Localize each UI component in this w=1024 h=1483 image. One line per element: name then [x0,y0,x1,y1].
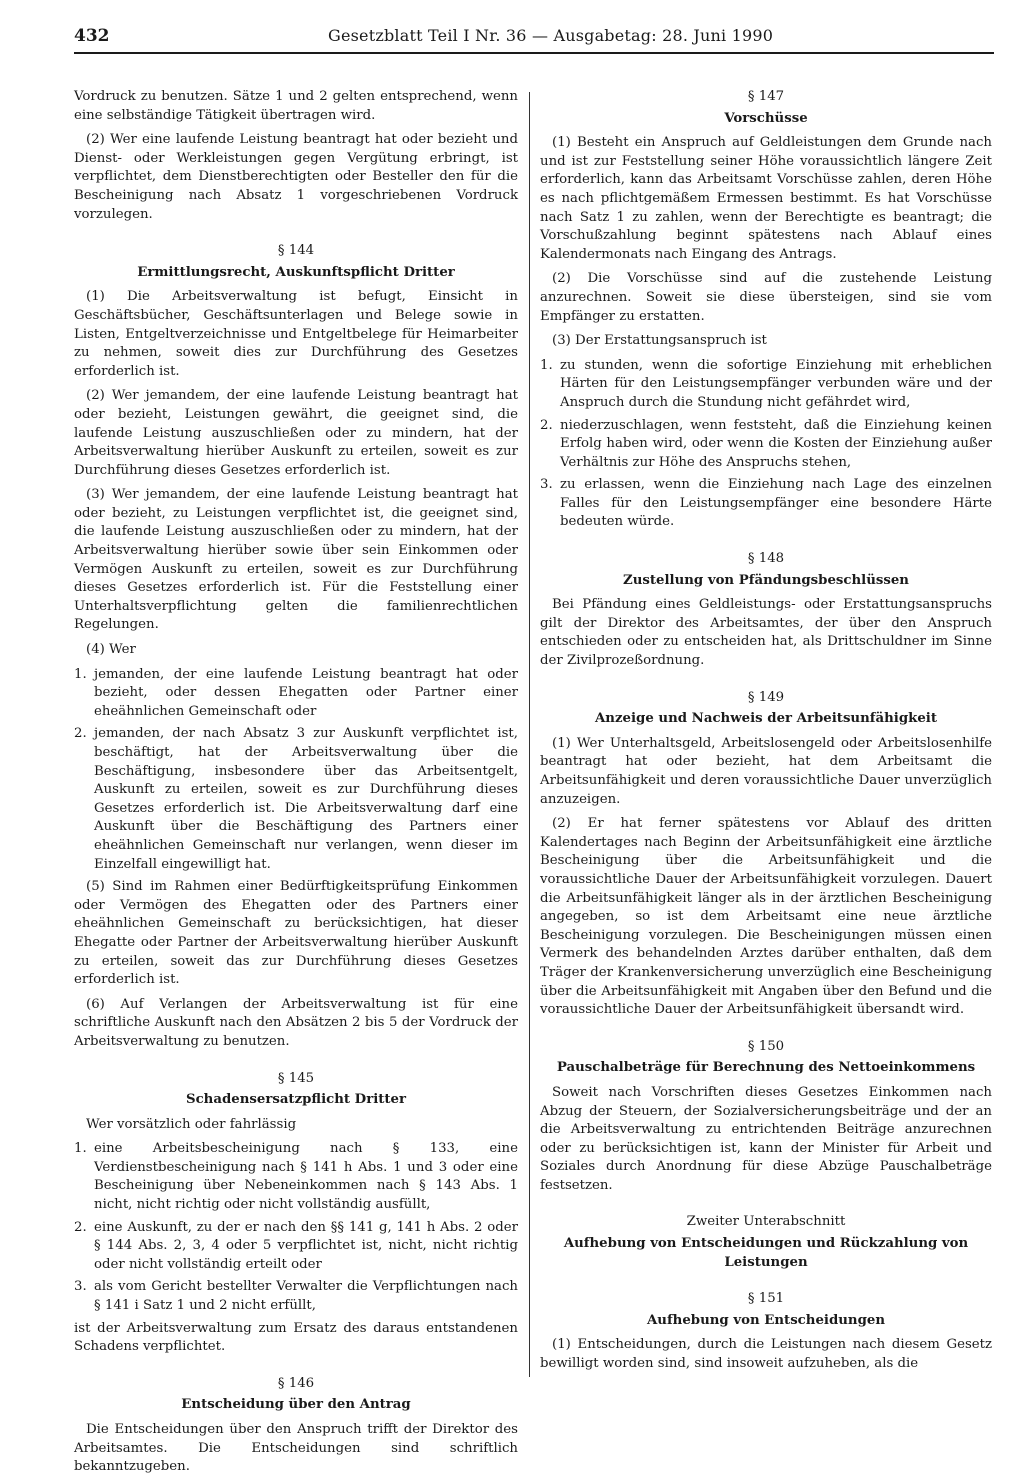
section-title: Schadensersatzpflicht Dritter [185,1092,407,1108]
list-text: zu erlassen, wenn die Einziehung nach Lage des einzelnen Falles für den Leistungsempfänger eine besondere Härte bedeuten würde. [560,477,992,530]
list-text: eine Arbeitsbescheinigung nach § 133, eine Verdienstbescheinigung nach § 141 h Abs. 1 und 3 oder eine Bescheinigung über Nebeneinkommen nach § 143 Abs. 1 nicht, nicht richtig oder nicht vollständig ausfüllt, [94,1141,518,1213]
section-number: § 150 [747,1038,785,1054]
paragraph: (4) Wer [86,642,136,658]
page-header [74,18,994,52]
paragraph: (5) Sind im Rahmen einer Bedürftigkeitsprüfung Einkommen oder Vermögen des Ehegatten oder des Partners einer eheähnlichen Gemeinschaft zu berücksichtigen, hat dieser Ehegatte oder Partner der Arbeitsverwaltung hierüber Auskunft zu erteilen, soweit das zur Durchführung dieses Gesetzes erforderlich ist. [74,879,518,988]
paragraph: (2) Die Vorschüsse sind auf die zustehende Leistung anzurechnen. Soweit sie diese übersteigen, sind sie vom Empfänger zu erstatten. [540,271,992,324]
paragraph: (1) Besteht ein Anspruch auf Geldleistungen dem Grunde nach und ist zur Feststellung seiner Höhe voraussichtlich längere Zeit erforderlich, kann das Arbeitsamt Vorschüsse zahlen, deren Höhe es nach pflichtgemäßem Ermessen bestimmt. Es hat Vorschüsse nach Satz 1 zu zahlen, wenn der Berechtigte es beantragt; die Vorschußzahlung beginnt spätestens nach Ablauf eines Kalendermonats nach Eingang des Antrags. [540,135,992,262]
list-item [540,357,992,413]
subsection-label: Zweiter Unterabschnitt [686,1214,846,1230]
column-divider [529,92,530,1377]
right-column [540,88,992,1380]
section-number: § 148 [747,551,785,567]
left-column [74,88,518,1483]
section-number: § 147 [747,89,785,104]
list-text: jemanden, der nach Absatz 3 zur Auskunft verpflichtet ist, beschäftigt, hat der Arbeitsverwaltung über die Beschäftigung, insbesondere über das Arbeitsentgelt, Auskunft zu erteilen, soweit es zur Durchführung dieses Gesetzes erforderlich ist. Die Arbeitsverwaltung darf eine Auskunft über die Beschäftigung des Partners einer eheähnlichen Gemeinschaft nur verlangen, wenn dieser im Einzelfall eingewilligt hat. [94,726,518,872]
section-number: § 145 [277,1070,315,1086]
list-item [74,666,518,722]
section-title: Vorschüsse [724,110,808,126]
section-title: Anzeige und Nachweis der Arbeitsunfähigkeit [594,711,937,727]
list-item [74,1219,518,1275]
paragraph: (2) Er hat ferner spätestens vor Ablauf des dritten Kalendertages nach Beginn der Arbeitsunfähigkeit eine ärztliche Bescheinigung über die Arbeitsunfähigkeit und die voraussichtliche Dauer der Arbeitsunfähigkeit vorzulegen. Dauert die Arbeitsunfähigkeit länger als in der ärztlichen Bescheinigung angegeben, so ist dem Arbeitsamt eine neue ärztliche Bescheinigung vorzulegen. Die Bescheinigungen müssen einen Vermerk des behandelnden Arztes darüber enthalten, daß dem Träger der Krankenversicherung unverzüglich eine Bescheinigung über die Arbeitsunfähigkeit mit Angaben über den Befund und die voraussichtliche Dauer der Arbeitsunfähigkeit übersandt wird. [540,816,992,1018]
list-number: 2. [540,417,553,433]
section-title: Ermittlungsrecht, Auskunftspflicht Dritter [137,264,455,280]
list-text: jemanden, der eine laufende Leistung beantragt hat oder bezieht, oder dessen Ehegatten oder Partner einer eheähnlichen Gemeinschaft oder [94,666,518,719]
paragraph: ist der Arbeitsverwaltung zum Ersatz des daraus entstandenen Schadens verpflichtet. [74,1320,518,1355]
paragraph: (6) Auf Verlangen der Arbeitsverwaltung ist für eine schriftliche Auskunft nach den Absätzen 2 bis 5 der Vordruck der Arbeitsverwaltung zu benutzen. [74,996,518,1049]
paragraph: Bei Pfändung eines Geldleistungs- oder Erstattungsanspruchs gilt der Direktor des Arbeitsamtes, der über den Anspruch entschieden oder zu entscheiden hat, als Drittschuldner im Sinne der Zivilprozeßordnung. [540,597,992,669]
section-title: Pauschalbeträge für Berechnung des Nettoeinkommens [556,1060,976,1076]
list-item [540,476,992,532]
header-rule [74,52,994,54]
paragraph: (2) Wer jemandem, der eine laufende Leistung beantragt hat oder bezieht, Leistungen gewährt, die geeignet sind, die laufende Leistung auszuschließen oder zu mindern, hat der Arbeitsverwaltung hierüber Auskunft zu erteilen, soweit es zur Durchführung dieses Gesetzes erforderlich ist. [74,388,518,478]
list-number: 1. [540,357,553,373]
list-text: niederzuschlagen, wenn feststeht, daß die Einziehung keinen Erfolg haben wird, oder wenn die Kosten der Einziehung außer Verhältnis zur Höhe des Anspruchs stehen, [560,417,992,470]
list-text: eine Auskunft, zu der er nach den §§ 141 g, 141 h Abs. 2 oder § 144 Abs. 2, 3, 4 oder 5 verpflichtet ist, nicht, nicht richtig oder nicht vollständig erteilt oder [94,1219,518,1272]
list-number: 2. [74,726,87,742]
section-title: Entscheidung über den Antrag [181,1397,411,1413]
list-item [74,1140,518,1214]
list-item [540,417,992,473]
paragraph: (3) Der Erstattungsanspruch ist [552,333,767,349]
list-number: 1. [74,666,87,682]
paragraph: (1) Entscheidungen, durch die Leistungen nach diesem Gesetz bewilligt worden sind, sind insoweit aufzuheben, als die [540,1337,992,1372]
paragraph: Wer vorsätzlich oder fahrlässig [86,1116,297,1132]
section-title: Zustellung von Pfändungsbeschlüssen [623,572,909,588]
list-item [74,725,518,874]
paragraph: (3) Wer jemandem, der eine laufende Leistung beantragt hat oder bezieht, zu Leistungen verpflichtet ist, die geeignet sind, die laufende Leistung auszuschließen oder zu mindern, hat der Arbeitsverwaltung hierüber sowie über sein Einkommen oder Vermögen Auskunft zu erteilen, soweit es zur Durchführung dieses Gesetzes erforderlich ist. Für die Feststellung einer Unterhaltsverpflichtung gelten die familienrechtlichen Regelungen. [74,487,518,633]
paragraph: (2) Wer eine laufende Leistung beantragt hat oder bezieht und Dienst- oder Werkleistungen gegen Vergütung erbringt, ist verpflichtet, dem Dienstberechtigten oder Besteller den für die Bescheinigung nach Absatz 1 vorgeschriebenen Vordruck vorzulegen. [74,132,518,222]
list-number: 3. [74,1279,87,1295]
list-number: 2. [74,1219,87,1235]
section-number: § 151 [747,1291,785,1307]
section-title: Aufhebung von Entscheidungen [646,1312,886,1328]
paragraph: Soweit nach Vorschriften dieses Gesetzes Einkommen nach Abzug der Steuern, der Sozialversicherungsbeiträge und der an die Arbeitsverwaltung zu entrichtenden Beiträge anzurechnen oder zu berücksichtigen ist, kann der Minister für Arbeit und Soziales durch Anordnung für diese Abzüge Pauschalbeträge festsetzen. [540,1084,992,1193]
list-number: 3. [540,477,553,493]
subsection-title: Aufhebung von Entscheidungen und Rückzahlung von Leistungen [563,1236,969,1270]
section-number: § 144 [277,243,315,259]
paragraph: (1) Wer Unterhaltsgeld, Arbeitslosengeld oder Arbeitslosenhilfe beantragt hat oder bezieht, hat dem Arbeitsamt die Arbeitsunfähigkeit und deren voraussichtliche Dauer unverzüglich anzuzeigen. [540,735,992,807]
list-text: zu stunden, wenn die sofortige Einziehung mit erheblichen Härten für den Leistungsempfänger verbunden wäre und der Anspruch durch die Stundung nicht gefährdet wird, [560,357,992,410]
section-number: § 149 [747,689,785,705]
list-item [74,1278,518,1315]
section-number: § 146 [277,1375,315,1391]
paragraph: Die Entscheidungen über den Anspruch trifft der Direktor des Arbeitsamtes. Die Entscheidungen sind schriftlich bekanntzugeben. [74,1422,518,1475]
page-number: 432 [74,26,110,46]
list-number: 1. [74,1141,87,1157]
list-text: als vom Gericht bestellter Verwalter die Verpflichtungen nach § 141 i Satz 1 und 2 nicht erfüllt, [94,1279,518,1314]
page-title: Gesetzblatt Teil I Nr. 36 — Ausgabetag: 28. Juni 1990 [328,26,774,45]
paragraph: Vordruck zu benutzen. Sätze 1 und 2 gelten entsprechend, wenn eine selbständige Tätigkeit übertragen wird. [74,89,518,123]
paragraph: (1) Die Arbeitsverwaltung ist befugt, Einsicht in Geschäftsbücher, Geschäftsunterlagen und Belege sowie in Listen, Entgeltverzeichnisse und Entgeltbelege für Heimarbeiter zu nehmen, soweit dies zur Durchführung des Gesetzes erforderlich ist. [74,289,518,379]
